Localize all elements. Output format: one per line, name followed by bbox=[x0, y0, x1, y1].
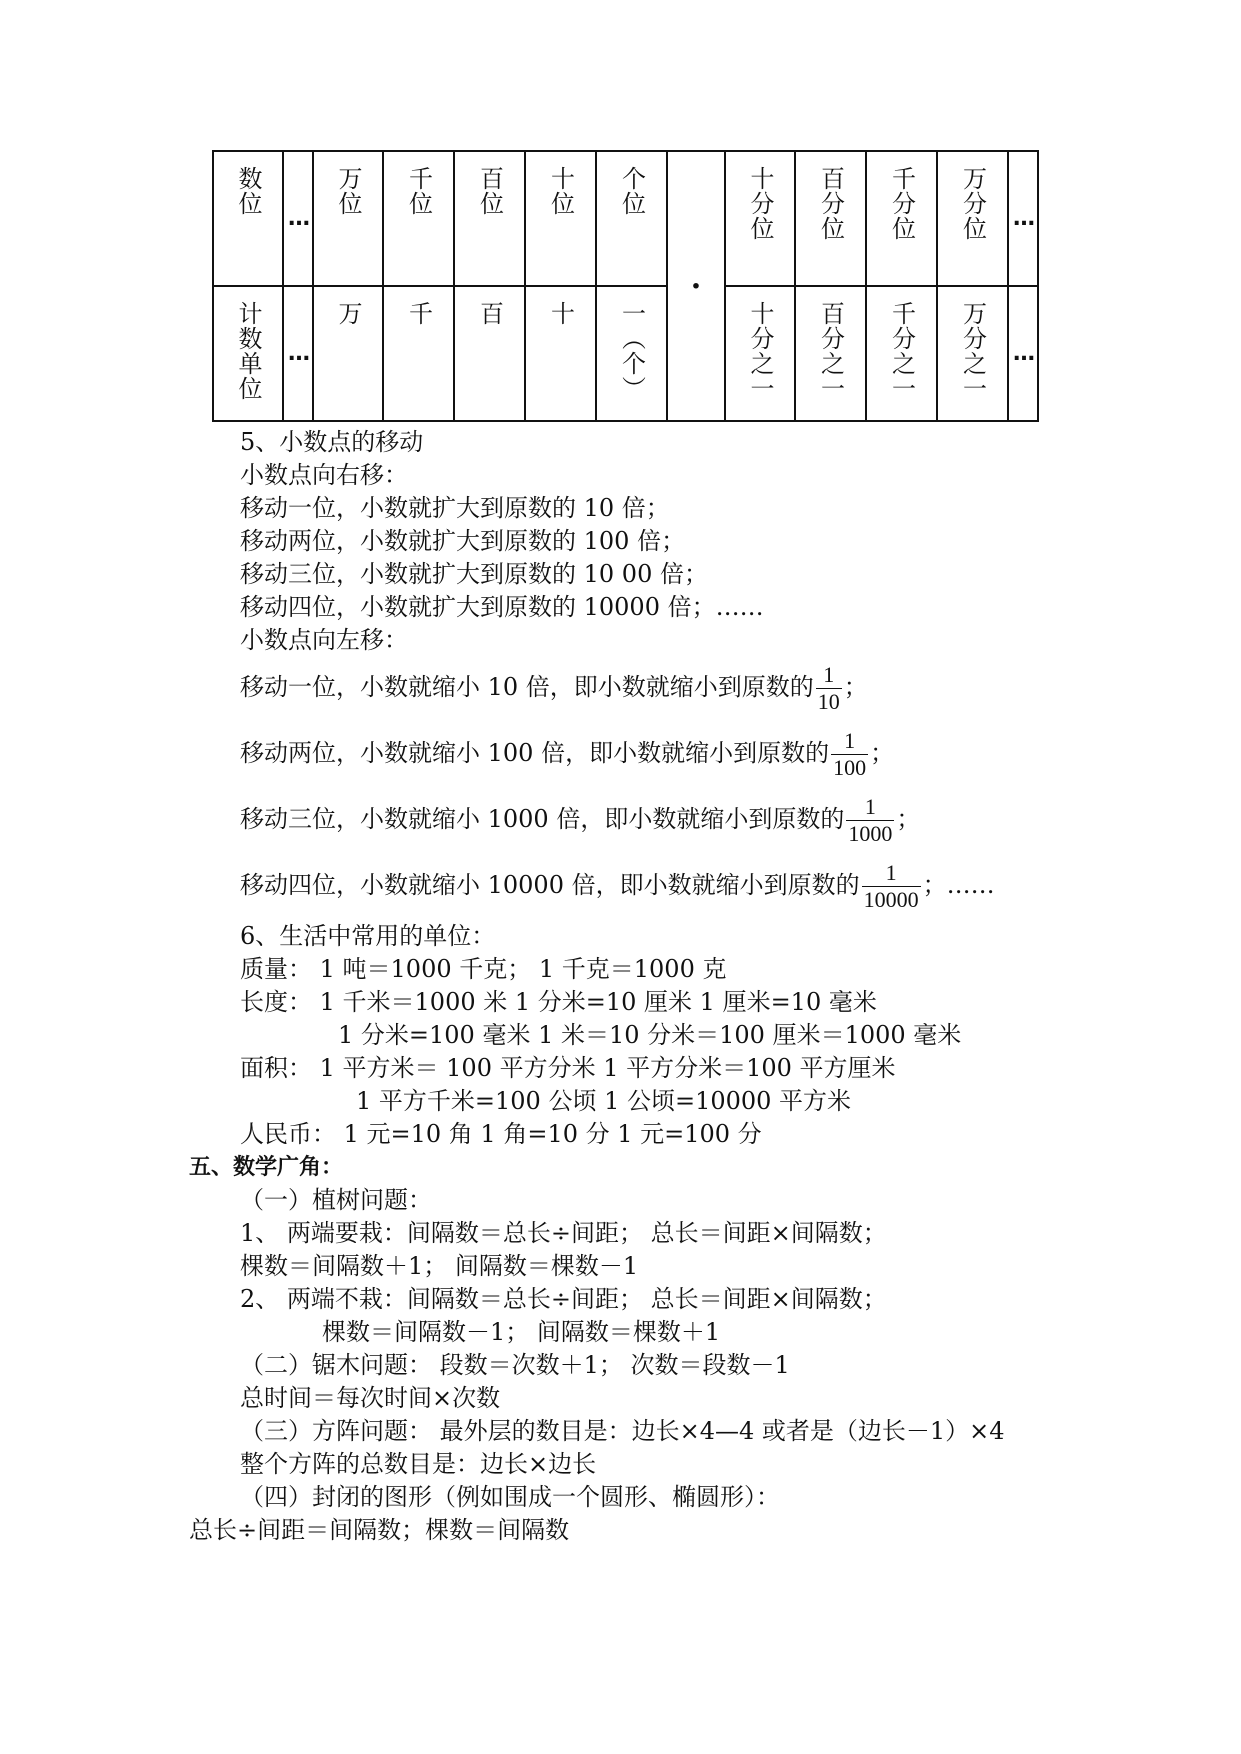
text-line: 棵数＝间隔数－1； 间隔数＝棵数＋1 bbox=[322, 1318, 721, 1346]
table-cell bbox=[1008, 151, 1038, 286]
table-cell bbox=[596, 286, 667, 421]
unit-row-length: 长度： 1 千米＝1000 米 1 分米=10 厘米 1 厘米=10 毫米 bbox=[240, 988, 877, 1016]
left-move-text: 移动两位，小数就缩小 100 倍，即小数就缩小到原数的 bbox=[240, 739, 830, 767]
decimal-point: · bbox=[690, 268, 702, 304]
place-label: 百位 bbox=[475, 166, 504, 216]
table-cell bbox=[596, 151, 667, 286]
fraction-denominator: 100 bbox=[833, 755, 867, 780]
table-cell bbox=[866, 286, 937, 421]
table-cell bbox=[937, 286, 1008, 421]
row-header-digit-place: 数位 bbox=[234, 166, 262, 216]
unit-label: 十 bbox=[546, 301, 575, 326]
text-line: 总长÷间距＝间隔数；棵数＝间隔数 bbox=[189, 1516, 570, 1544]
table-cell bbox=[795, 286, 866, 421]
table-cell bbox=[866, 151, 937, 286]
text-line: （三）方阵问题： 最外层的数目是：边长×4—4 或者是（边长－1）×4 bbox=[240, 1417, 1005, 1445]
table-cell bbox=[1008, 286, 1038, 421]
left-move-text: 移动一位，小数就缩小 10 倍，即小数就缩小到原数的 bbox=[240, 673, 814, 701]
fraction-numerator: 1 bbox=[844, 728, 856, 753]
fraction-numerator: 1 bbox=[885, 860, 897, 885]
left-move-tail: ； bbox=[870, 739, 895, 767]
table-cell bbox=[313, 151, 383, 286]
subheading-left-move: 小数点向左移： bbox=[240, 626, 408, 654]
fraction-denominator: 1000 bbox=[848, 821, 893, 846]
unit-row-area-2: 1 平方千米=100 公顷 1 公顷=10000 平方米 bbox=[356, 1087, 852, 1115]
row-header-counting-unit: 计数单位 bbox=[234, 301, 262, 401]
table-row-counting-unit bbox=[213, 286, 1038, 421]
fraction-denominator: 10000 bbox=[863, 887, 919, 912]
left-move-tail: ； bbox=[896, 805, 921, 833]
unit-label: 万分之一 bbox=[958, 301, 987, 401]
table-cell bbox=[795, 151, 866, 286]
subheading-right-move: 小数点向右移： bbox=[240, 461, 408, 489]
table-cell bbox=[454, 151, 525, 286]
table-cell bbox=[454, 286, 525, 421]
table-cell bbox=[383, 151, 454, 286]
place-label: 万分位 bbox=[958, 166, 987, 241]
table-cell bbox=[937, 151, 1008, 286]
unit-label: 百分之一 bbox=[816, 301, 845, 401]
text-line: 2、 两端不栽：间隔数＝总长÷间距； 总长＝间距×间隔数； bbox=[240, 1285, 887, 1313]
table-cell bbox=[213, 286, 283, 421]
unit-label: 万 bbox=[334, 301, 362, 326]
table-cell bbox=[525, 151, 596, 286]
place-label: 千位 bbox=[404, 166, 433, 216]
table-cell bbox=[213, 151, 283, 286]
fraction bbox=[862, 860, 921, 913]
text-line: （一）植树问题： bbox=[240, 1186, 432, 1214]
place-value-table bbox=[212, 150, 1039, 422]
left-move-line bbox=[240, 794, 920, 847]
fraction-numerator: 1 bbox=[823, 662, 835, 687]
fraction-denominator: 10 bbox=[817, 689, 840, 714]
left-move-line bbox=[240, 662, 868, 715]
table-row-digit-place bbox=[213, 151, 1038, 286]
text-line: 整个方阵的总数目是：边长×边长 bbox=[240, 1450, 597, 1478]
table-cell bbox=[725, 151, 795, 286]
text-line: （二）锯木问题： 段数＝次数＋1； 次数＝段数－1 bbox=[240, 1351, 790, 1379]
fraction-numerator: 1 bbox=[864, 794, 876, 819]
unit-label: 百 bbox=[475, 301, 504, 326]
unit-label: 千分之一 bbox=[887, 301, 916, 401]
unit-label: 千 bbox=[404, 301, 433, 326]
table-cell bbox=[283, 286, 313, 421]
section-title-math-corner: 五、数学广角： bbox=[189, 1154, 344, 1180]
unit-row-currency: 人民币： 1 元=10 角 1 角=10 分 1 元=100 分 bbox=[240, 1120, 762, 1148]
ellipsis: … bbox=[1013, 206, 1033, 231]
ellipsis: … bbox=[288, 341, 308, 366]
ellipsis: … bbox=[288, 206, 308, 231]
left-move-line bbox=[240, 860, 995, 913]
text-line: 1、 两端要栽：间隔数＝总长÷间距； 总长＝间距×间隔数； bbox=[240, 1219, 887, 1247]
unit-row-area: 面积： 1 平方米＝ 100 平方分米 1 平方分米＝100 平方厘米 bbox=[240, 1054, 896, 1082]
text-line: 总时间＝每次时间×次数 bbox=[240, 1384, 501, 1412]
table-cell bbox=[725, 286, 795, 421]
fraction bbox=[816, 662, 842, 715]
left-move-text: 移动三位，小数就缩小 1000 倍，即小数就缩小到原数的 bbox=[240, 805, 845, 833]
ellipsis: … bbox=[1013, 341, 1033, 366]
place-label: 十分位 bbox=[746, 166, 774, 241]
fraction bbox=[846, 794, 894, 847]
place-label: 百分位 bbox=[816, 166, 845, 241]
place-label: 千分位 bbox=[887, 166, 916, 241]
place-label: 个位 bbox=[617, 166, 646, 216]
text-line: 移动四位，小数就扩大到原数的 10000 倍；…… bbox=[240, 593, 764, 621]
unit-label: 一（个） bbox=[617, 301, 646, 401]
table-cell bbox=[283, 151, 313, 286]
text-line: 移动两位，小数就扩大到原数的 100 倍； bbox=[240, 527, 686, 555]
decimal-point-cell bbox=[667, 151, 725, 421]
place-label: 十位 bbox=[546, 166, 575, 216]
table-cell bbox=[313, 286, 383, 421]
left-move-tail: ； bbox=[843, 673, 868, 701]
fraction bbox=[831, 728, 868, 781]
place-label: 万位 bbox=[334, 166, 362, 216]
table-cell bbox=[525, 286, 596, 421]
text-line: （四）封闭的图形（例如围成一个圆形、椭圆形）： bbox=[240, 1483, 780, 1511]
text-line: 棵数＝间隔数＋1； 间隔数＝棵数－1 bbox=[240, 1252, 639, 1280]
unit-row-mass: 质量： 1 吨＝1000 千克； 1 千克＝1000 克 bbox=[240, 955, 727, 983]
heading-units: 6、生活中常用的单位： bbox=[240, 922, 496, 950]
unit-row-length-2: 1 分米=100 毫米 1 米＝10 分米＝100 厘米＝1000 毫米 bbox=[338, 1021, 962, 1049]
text-line: 移动三位，小数就扩大到原数的 10 00 倍； bbox=[240, 560, 708, 588]
left-move-tail: ；…… bbox=[922, 871, 995, 899]
left-move-text: 移动四位，小数就缩小 10000 倍，即小数就缩小到原数的 bbox=[240, 871, 860, 899]
heading-decimal-move: 5、小数点的移动 bbox=[240, 428, 424, 456]
table-cell bbox=[383, 286, 454, 421]
left-move-line bbox=[240, 728, 894, 781]
unit-label: 十分之一 bbox=[746, 301, 774, 401]
text-line: 移动一位，小数就扩大到原数的 10 倍； bbox=[240, 494, 670, 522]
